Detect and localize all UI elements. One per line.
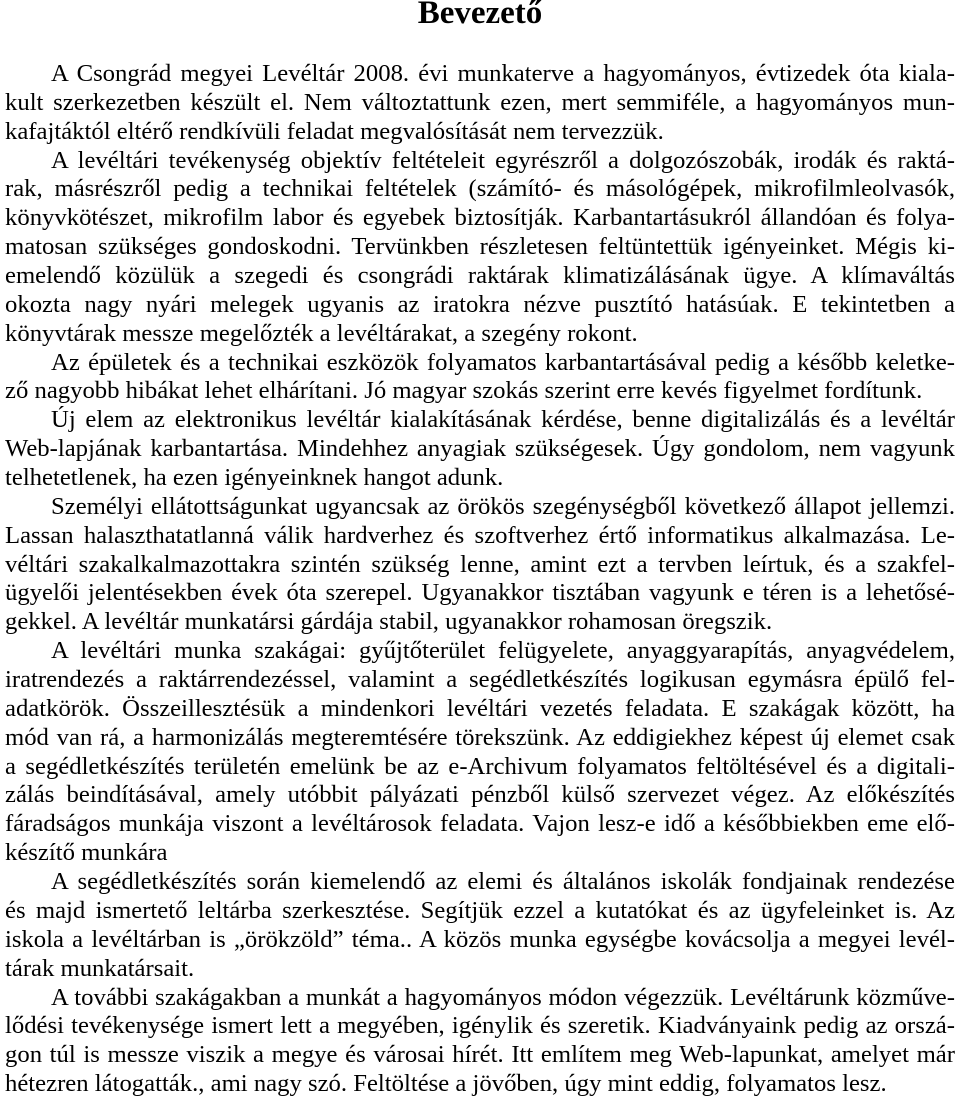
text-line: könyvkötészet, mikrofilm labor és egyebek biztosítják. Karbantartásukról állandóan és folya- <box>5 204 955 232</box>
text-line: A segédletkészítés során kiemelendő az elemi és általános iskolák fondjainak rendezése <box>51 868 955 896</box>
text-line: iskola a levéltárban is „örökzöld” téma.. A közös munka egységbe kovácsolja a megyei levél- <box>5 925 955 953</box>
text-line: gekkel. A levéltár munkatársi gárdája stabil, ugyanakkor rohamosan öregszik. <box>5 608 773 636</box>
paragraph-8 <box>5 984 955 1099</box>
text-line: A levéltári munka szakágai: gyűjtőterület felügyelete, anyaggyarapítás, anyagvédelem, <box>51 637 955 665</box>
text-line: lődési tevékenysége ismert lett a megyében, igénylik és szeretik. Kiadványaink pedig az orszá- <box>5 1012 955 1040</box>
paragraph-5 <box>5 493 955 637</box>
text-line: iratrendezés a raktárrendezéssel, valamint a segédletkészítés logikusan egymásra épülő fel- <box>5 666 955 694</box>
text-line: kafajtáktól eltérő rendkívüli feladat megvalósítását nem tervezzük. <box>5 117 664 145</box>
text-line: Személyi ellátottságunkat ugyancsak az örökös szegénységből következő állapot jellemzi. <box>51 492 955 520</box>
text-line: telhetetlenek, ha ezen igényeinknek hangot adunk. <box>5 464 504 492</box>
text-line: A további szakágakban a munkát a hagyományos módon végezzük. Levéltárunk közműve- <box>51 983 955 1011</box>
text-line: A Csongrád megyei Levéltár 2008. évi munkaterve a hagyományos, évtizedek óta kiala- <box>51 60 955 87</box>
text-line: zálás beindításával, amely utóbbit pályázati pénzből külső szervezet végez. Az előkészítés <box>5 781 955 809</box>
text-line: véltári szakalkalmazottakra szintén szükség lenne, amint ezt a tervben leírtuk, és a szakfel- <box>5 550 955 578</box>
text-line: Új elem az elektronikus levéltár kialakításának kérdése, benne digitalizálás és a levéltár <box>51 406 955 434</box>
text-line: a segédletkészítés területén emelünk be az e-Archivum folyamatos feltöltésével és a digitali- <box>5 752 955 780</box>
text-line: ző nagyobb hibákat lehet elhárítani. Jó magyar szokás szerint erre kevés figyelmet fordítunk. <box>5 377 923 405</box>
text-line: készítő munkára <box>5 839 168 867</box>
text-line: matosan szükséges gondoskodni. Tervünkben részletesen feltüntettük igényeinket. Mégis ki- <box>5 233 955 261</box>
text-line: okozta nagy nyári melegek ugyanis az iratokra nézve pusztító hatásúak. E tekintetben a <box>5 290 955 318</box>
text-line: gon túl is messze viszik a megye és városai hírét. Itt említem meg Web-lapunkat, amelyet már <box>5 1041 955 1069</box>
text-line: kult szerkezetben készült el. Nem változtattunk ezen, mert semmiféle, a hagyományos mun- <box>5 88 955 116</box>
text-line: tárak munkatársait. <box>5 954 195 982</box>
paragraph-6 <box>5 637 955 868</box>
text-line: ügyelői jelentésekben évek óta szerepel. Ugyanakkor tisztában vagyunk e téren is a lehetősé- <box>5 579 955 607</box>
text-line: emelendő közülük a szegedi és csongrádi raktárak klimatizálásának ügye. A klímaváltás <box>5 262 955 290</box>
paragraph-2 <box>5 147 955 349</box>
paragraph-3 <box>5 349 955 407</box>
text-line: hétezren látogatták., ami nagy szó. Feltöltése a jövőben, úgy mint eddig, folyamatos lesz. <box>5 1070 887 1098</box>
text-line: Az épületek és a technikai eszközök folyamatos karbantartásával pedig a később keletke- <box>51 348 955 376</box>
paragraph-4 <box>5 406 955 493</box>
text-line: könyvtárak messze megelőzték a levéltárakat, a szegény rokont. <box>5 319 638 347</box>
text-line: fáradságos munkája viszont a levéltárosok feladata. Vajon lesz-e idő a későbbiekben eme elő- <box>5 810 955 838</box>
text-line: Web-lapjának karbantartása. Mindehhez anyagiak szükségesek. Úgy gondolom, nem vagyunk <box>5 435 955 463</box>
text-line: A levéltári tevékenység objektív feltételeit egyrészről a dolgozószobák, irodák és raktá- <box>51 146 955 174</box>
text-line: Lassan halaszthatatlanná válik hardverhez és szoftverhez értő informatikus alkalmazása. Le- <box>5 521 955 549</box>
text-line: mód van rá, a harmonizálás megteremtésére törekszünk. Az eddigiekhez képest új elemet csak <box>5 723 955 751</box>
text-line: és majd ismertető leltárba szerkesztése. Segítjük ezzel a kutatókat és az ügyfeleinket is. Az <box>5 896 955 924</box>
paragraph-7 <box>5 868 955 983</box>
paragraph-1 <box>5 60 955 147</box>
page-title: Bevezető <box>417 0 543 31</box>
text-line: adatkörök. Összeillesztésük a mindenkori levéltári vezetés feladata. E szakágak között, ha <box>5 694 955 722</box>
text-line: rak, másrészről pedig a technikai feltételek (számító- és másológépek, mikrofilmleolvasók, <box>5 175 955 203</box>
document-body <box>5 60 955 1099</box>
